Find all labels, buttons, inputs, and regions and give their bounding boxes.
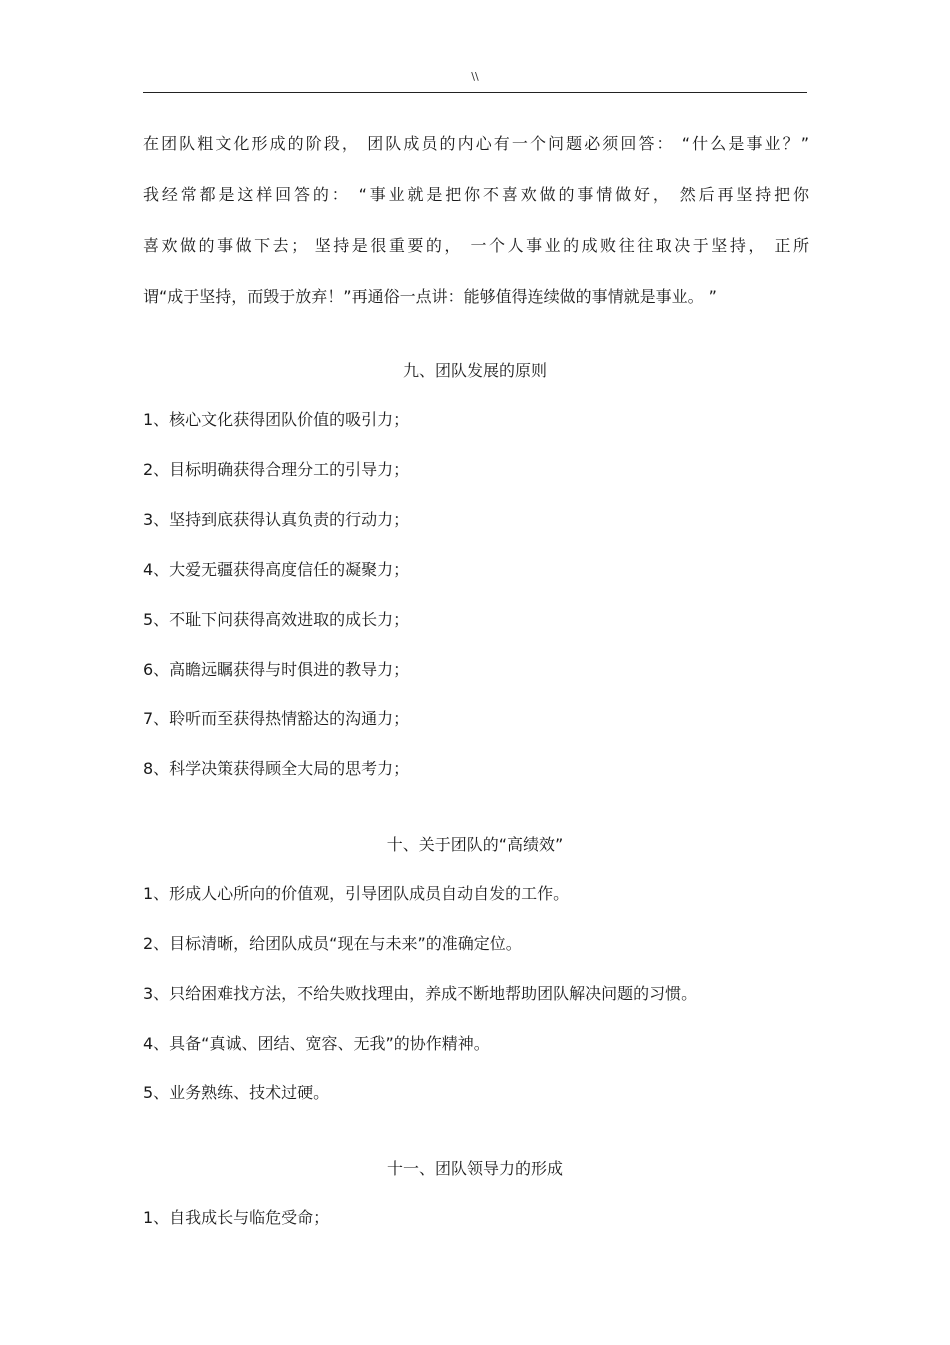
intro-line: 谓“成于坚持，而毁于放弃！”再通俗一点讲：能够值得连续做的事情就是事业。 ” [143, 287, 717, 306]
section-10-item: 1、形成人心所向的价值观，引导团队成员自动自发的工作。 [143, 884, 570, 903]
intro-line: 在团队粗文化形成的阶段， 团队成员的内心有一个问题必须回答： “什么是事业？” [143, 134, 809, 153]
section-10-title: 十、关于团队的“高绩效” [386, 835, 564, 854]
section-9-title: 九、团队发展的原则 [402, 361, 547, 380]
section-11-title: 十一、团队领导力的形成 [386, 1159, 563, 1178]
section-10-item: 4、具备“真诚、团结、宽容、无我”的协作精神。 [143, 1034, 490, 1053]
header-mark: \\ [471, 70, 479, 83]
section-9-item: 3、坚持到底获得认真负责的行动力； [143, 510, 410, 529]
section-9-item: 8、科学决策获得顾全大局的思考力； [143, 759, 410, 778]
section-10-item: 5、业务熟练、技术过硬。 [143, 1083, 330, 1102]
section-9-item: 1、核心文化获得团队价值的吸引力； [143, 410, 410, 429]
intro-line: 喜欢做的事做下去； 坚持是很重要的， 一个人事业的成败往往取决于坚持， 正所 [143, 236, 809, 255]
section-9-item: 4、大爱无疆获得高度信任的凝聚力； [143, 560, 410, 579]
section-10-item: 3、只给困难找方法，不给失败找理由，养成不断地帮助团队解决问题的习惯。 [143, 984, 698, 1003]
section-9-item: 6、高瞻远瞩获得与时俱进的教导力； [143, 660, 410, 679]
section-10-item: 2、目标清晰，给团队成员“现在与未来”的准确定位。 [143, 934, 522, 953]
header-rule [143, 92, 807, 93]
section-11-item: 1、自我成长与临危受命； [143, 1208, 330, 1227]
section-9-item: 7、聆听而至获得热情豁达的沟通力； [143, 709, 410, 728]
section-9-item: 2、目标明确获得合理分工的引导力； [143, 460, 410, 479]
intro-line: 我经常都是这样回答的： “事业就是把你不喜欢做的事情做好， 然后再坚持把你 [143, 185, 809, 204]
section-9-item: 5、不耻下问获得高效进取的成长力； [143, 610, 410, 629]
intro-paragraph [143, 118, 809, 322]
